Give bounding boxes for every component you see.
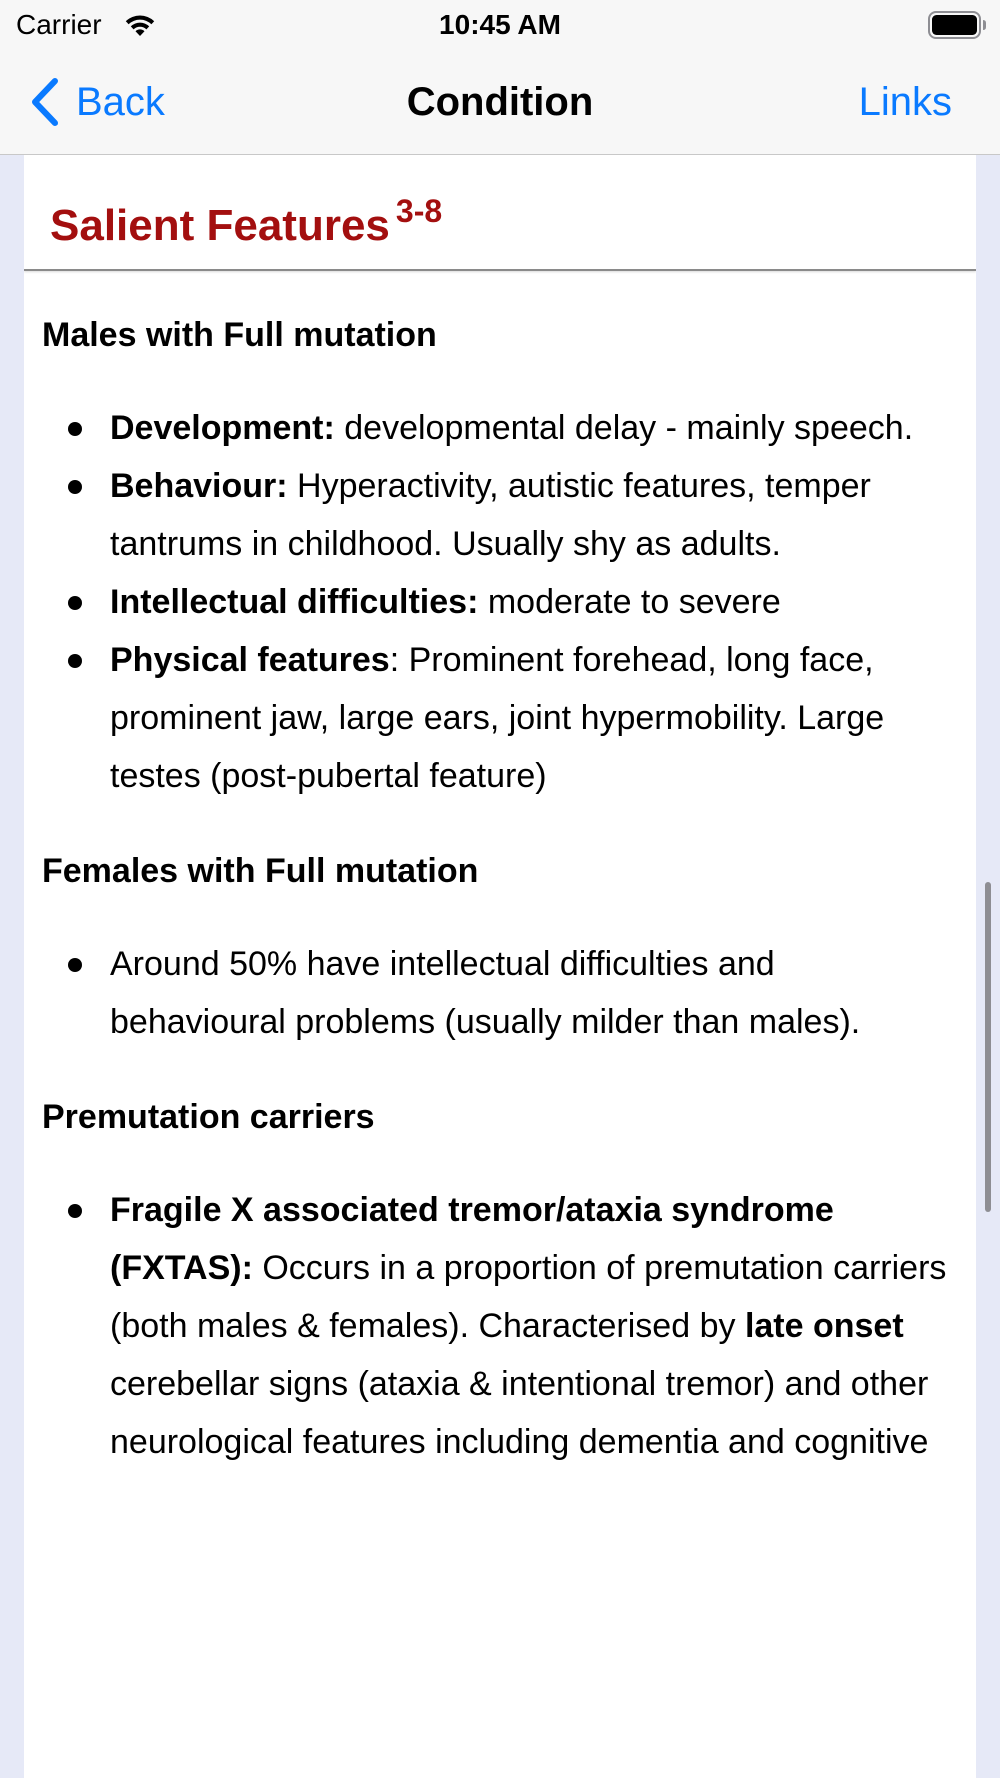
bullet	[68, 1204, 82, 1218]
status-time: 10:45 AM	[439, 9, 561, 40]
males-heading: Males with Full mutation	[42, 316, 437, 354]
navigation-bar	[0, 50, 1000, 155]
item-label: Development:	[110, 409, 335, 447]
item-label: Intellectual difficulties:	[110, 583, 479, 621]
bullet	[68, 958, 82, 972]
item-text: developmental delay - mainly speech.	[334, 409, 914, 447]
links-button[interactable]: Links	[858, 80, 952, 124]
item-text: : Prominent forehead, long face, prominent jaw, large ears, joint hypermobility. Large testes (post-pubertal feature)	[110, 641, 885, 795]
carrier-label: Carrier	[16, 9, 102, 40]
list-item	[110, 573, 956, 631]
bullet	[68, 422, 82, 436]
reference-superscript[interactable]: 3-8	[395, 193, 443, 229]
item-text: cerebellar signs (ataxia & intentional tremor) and other neurological features including dementia and cognitive	[110, 1365, 929, 1461]
males-list	[42, 399, 956, 805]
section-title-text: Salient Features	[50, 201, 390, 250]
section-title	[50, 181, 442, 256]
back-button[interactable]	[28, 76, 165, 128]
list-item	[110, 399, 956, 457]
item-text: Around 50% have intellectual difficulties and behavioural problems (usually milder than males).	[110, 945, 861, 1041]
bullet	[68, 654, 82, 668]
item-text: Hyperactivity, autistic features, temper tantrums in childhood. Usually shy as adults.	[110, 467, 871, 563]
back-label: Back	[76, 79, 165, 124]
list-item	[110, 1181, 956, 1471]
list-item	[110, 631, 956, 805]
section-body	[24, 315, 976, 1471]
chevron-left-icon	[28, 77, 60, 127]
item-emphasis: late onset	[744, 1307, 904, 1345]
item-label: Physical features	[110, 641, 390, 679]
item-label: Behaviour:	[110, 467, 288, 505]
premutation-list	[42, 1181, 956, 1471]
status-bar	[0, 0, 1000, 50]
item-label: Fragile X associated tremor/ataxia syndrome (FXTAS):	[110, 1191, 834, 1287]
section-header	[24, 155, 976, 271]
bullet	[68, 596, 82, 610]
premutation-heading: Premutation carriers	[42, 1098, 375, 1136]
list-item	[110, 457, 956, 573]
scroll-indicator[interactable]	[985, 882, 991, 1212]
bullet	[68, 480, 82, 494]
females-list	[42, 935, 956, 1051]
item-text: moderate to severe	[478, 583, 781, 621]
content-card	[24, 155, 976, 1778]
females-heading: Females with Full mutation	[42, 852, 479, 890]
battery-icon	[928, 11, 988, 39]
item-text: Occurs in a proportion of premutation carriers (both males & females). Characterised by	[110, 1249, 947, 1345]
page-title: Condition	[406, 80, 594, 124]
list-item	[110, 935, 956, 1051]
